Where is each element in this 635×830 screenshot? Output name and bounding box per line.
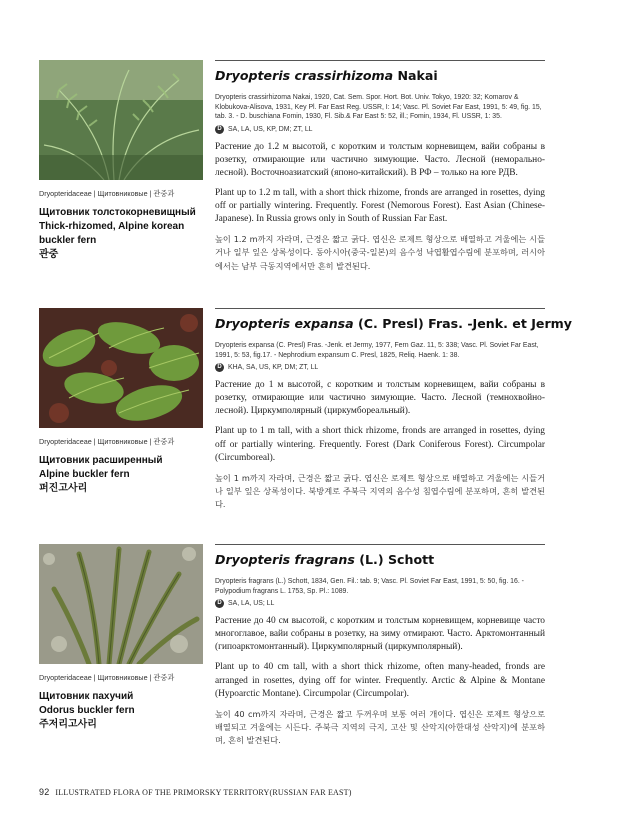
species-entry <box>215 552 545 747</box>
description-ru: Растение до 40 см высотой, с коротким и толстым корневищем, корневище часто многоглавое, вайи собраны в розетку, на зиму отмирают. Часто. Арктомонтанный (гипоарктомонтанный). Циркумполярный (циркумполярный). <box>215 616 545 653</box>
section-rule <box>215 308 545 309</box>
fern-photo-crassirhizoma <box>39 60 203 180</box>
description-ko: 높이 1 m까지 자라며, 근경은 짧고 굵다. 엽신은 로제트 형상으로 배열하고 겨울에는 시들거나 일부 잎은 상록성이다. 북방계로 주북극 지역의 음수성 침엽수림에 분포하며, 흔히 발견된다. <box>215 472 545 509</box>
description-en: Plant up to 1.2 m tall, with a short thick rhizome, fronds are arranged in rosettes, dying off or partially wintering. Frequently. Forest (Nemorous Forest). East Asian (Chinese-Japanese). In Russia grows only in South of Russian Far East. <box>215 188 545 225</box>
name-en-1: Thick-rhizomed, Alpine korean <box>39 221 185 232</box>
citation: Dryopteris fragrans (L.) Schott, 1834, Gen. Fil.: tab. 9; Vasc. Pl. Soviet Far East, 1991, 5: 50, fig. 16. - Polypodium fragrans L. 1753, Sp. Pl.: 1089. <box>215 578 524 595</box>
citation: Dryopteris expansa (C. Presl) Fras. -Jenk. et Jermy, 1977, Fern Gaz. 11, 5: 338; Vasc. Pl. Soviet Far East, 1991, 5: 53, fig.17. - Nephrodium expansum C. Presl, 1825, Reliq. Haenk. 1: 38. <box>215 342 539 359</box>
species-title: Dryopteris fragrans (L.) Schott <box>215 552 435 567</box>
description-ru: Растение до 1.2 м высотой, с коротким и толстым корневищем, вайи собраны в розетку, отмирающие или частично зимующие. Часто. Лесной (неморально-лесной). Восточноазиатский (японо-китайский). В РФ – только на юге РДВ. <box>215 141 545 178</box>
name-en: Odorus buckler fern <box>39 705 135 716</box>
description-en: Plant up to 1 m tall, with a short thick rhizome, fronds are arranged in rosettes, dying off or partially wintering. Frequently. Forest (Dark Coniferous Forest). Circumpolar (Circumboreal). <box>215 426 545 463</box>
fern-photo-fragrans <box>39 544 203 664</box>
description-ko: 높이 1.2 m까지 자라며, 근경은 짧고 굵다. 엽신은 로제트 형상으로 배열하고 겨울에는 시들거나 일부 잎은 상록성이다. 동아시아(중국-일본)의 음수성 낙엽활엽수림에 분포하며, 러시아에서는 남부 극동지역에서만 흔히 발견된다. <box>215 234 545 271</box>
name-en: Alpine buckler fern <box>39 469 130 480</box>
common-names <box>39 454 211 496</box>
name-ru: Щитовник расширенный <box>39 455 163 466</box>
distribution: D SA, LA, US; LL <box>215 599 545 608</box>
species-title: Dryopteris expansa (C. Presl) Fras. -Jenk. et Jermy <box>215 316 572 331</box>
name-en-2: buckler fern <box>39 235 97 246</box>
name-ko: 관중 <box>39 249 59 260</box>
family-label: Dryopteridaceae | Щитовниковые | 관중과 <box>39 189 175 198</box>
name-ko: 퍼진고사리 <box>39 483 88 494</box>
description-ru: Растение до 1 м высотой, с коротким и толстым корневищем, вайи собраны в розетку, отмирающие или частично зимующие. Часто. Лесной (темнохвойно-лесной). Циркумполярный (циркумбореальный). <box>215 380 545 417</box>
species-entry <box>215 68 545 273</box>
book-title: ILLUSTRATED FLORA OF THE PRIMORSKY TERRITORY(RUSSIAN FAR EAST) <box>55 788 352 797</box>
distribution-badge: D <box>215 599 224 608</box>
section-rule <box>215 60 545 61</box>
distribution-badge: D <box>215 125 224 134</box>
citation: Dryopteris crassirhizoma Nakai, 1920, Cat. Sem. Spor. Hort. Bot. Univ. Tokyo, 1920: 32; Komarov & Klobukova-Alisova, 1931, Key Pl. Far East Reg. USSR, I: 14; Vasc. Pl. Soviet Far East, 1991, 5: 49, fig. 15, tab. 3. - D. buschiana Fomin, 1930, Fl. Sib.& Far East 5: 52, ill.; Fomin, 1934, Fl. USSR, 1: 35. <box>215 94 542 121</box>
distribution: D SA, LA, US, KP, DM; ZT, LL <box>215 125 545 134</box>
family-label: Dryopteridaceae | Щитовниковые | 관중과 <box>39 437 175 446</box>
common-names <box>39 206 211 262</box>
distribution: D KHA, SA, US, KP, DM; ZT, LL <box>215 363 545 372</box>
description-en: Plant up to 40 cm tall, with a short thick rhizome, often many-headed, fronds are arranged in rosettes, dying off for winter. Frequently. Arctic & Alpine & Montane (Hypoarctic Montane). Circumpolar (Circumpolar). <box>215 662 545 699</box>
page-number: 92 <box>39 787 50 797</box>
distribution-badge: D <box>215 363 224 372</box>
fern-photo-expansa <box>39 308 203 428</box>
page-footer <box>39 787 352 797</box>
common-names <box>39 690 211 732</box>
description-ko: 높이 40 cm까지 자라며, 근경은 짧고 두꺼우며 보통 여러 개이다. 엽신은 로제트 형상으로 배열되고 겨울에는 시든다. 주북극 지역의 극지, 고산 및 산악지(아한대성 산악지)에 분포하며, 흔히 발견된다. <box>215 708 545 745</box>
family-label: Dryopteridaceae | Щитовниковые | 관중과 <box>39 673 175 682</box>
name-ko: 주저리고사리 <box>39 719 97 730</box>
species-title: Dryopteris crassirhizoma Nakai <box>215 68 438 83</box>
name-ru: Щитовник пахучий <box>39 691 134 702</box>
section-rule <box>215 544 545 545</box>
species-entry <box>215 316 572 511</box>
name-ru: Щитовник толстокорневищный <box>39 207 196 218</box>
